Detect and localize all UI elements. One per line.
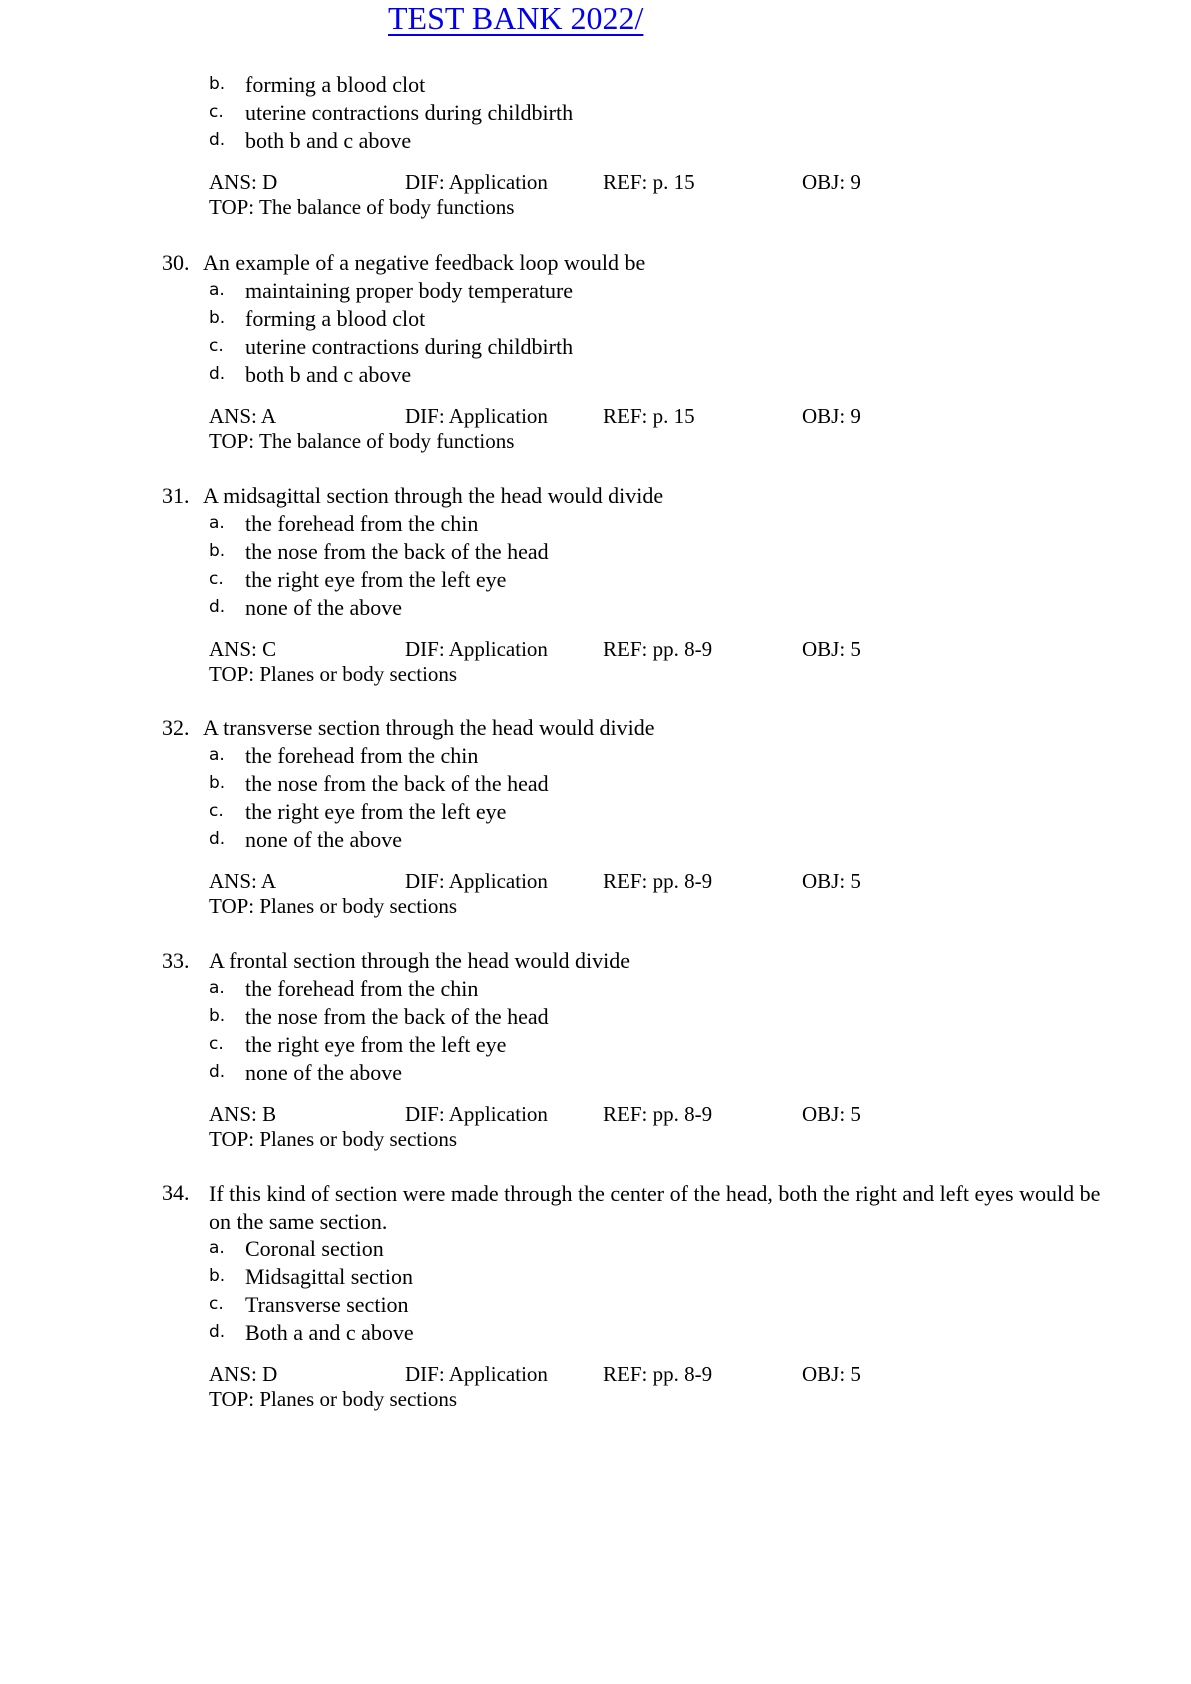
option-letter: b. (209, 773, 226, 793)
option-row (0, 306, 1191, 334)
option-row (0, 1264, 1191, 1292)
question-stem-row (0, 948, 1191, 976)
option-letter: c. (209, 569, 224, 589)
answer-meta-row (0, 869, 1191, 894)
question-block (0, 1180, 1191, 1412)
option-text: none of the above (245, 827, 402, 852)
option-letter: b. (209, 1006, 226, 1026)
option-letter: d. (209, 364, 226, 384)
option-letter: b. (209, 1266, 226, 1286)
reference: REF: pp. 8-9 (603, 869, 713, 893)
option-text: both b and c above (245, 362, 412, 387)
topic: TOP: The balance of body functions (209, 195, 515, 219)
question-number: 30. (162, 250, 190, 275)
option-row (0, 539, 1191, 567)
difficulty: DIF: Application (405, 1362, 548, 1386)
question-number: 33. (162, 948, 190, 973)
option-text: the right eye from the left eye (245, 799, 507, 824)
option-row (0, 72, 1191, 100)
topic-row (0, 894, 1191, 919)
objective: OBJ: 5 (802, 637, 861, 661)
difficulty: DIF: Application (405, 404, 548, 428)
option-text: Coronal section (245, 1236, 384, 1261)
option-text: forming a blood clot (245, 72, 426, 97)
option-letter: b. (209, 74, 226, 94)
option-text: none of the above (245, 1060, 402, 1085)
option-letter: a. (209, 513, 225, 533)
option-text: the forehead from the chin (245, 743, 479, 768)
option-letter: d. (209, 1322, 226, 1342)
question-number: 32. (162, 715, 190, 740)
topic-row (0, 662, 1191, 687)
question-stem: An example of a negative feedback loop would be (203, 250, 646, 275)
topic: TOP: Planes or body sections (209, 1387, 458, 1411)
question-block (0, 948, 1191, 1152)
objective: OBJ: 5 (802, 1362, 861, 1386)
option-text: maintaining proper body temperature (245, 278, 574, 303)
option-text: uterine contractions during childbirth (245, 334, 574, 359)
question-stem-row (0, 1180, 1191, 1236)
objective: OBJ: 5 (802, 1102, 861, 1126)
answer-meta-row (0, 637, 1191, 662)
question-stem-row (0, 483, 1191, 511)
reference: REF: pp. 8-9 (603, 1362, 713, 1386)
question-stem: If this kind of section were made through the center of the head, both the right and left eyes would be on the same section. (209, 1181, 1101, 1234)
answer-meta-row (0, 404, 1191, 429)
option-text: the nose from the back of the head (245, 1004, 549, 1029)
answer-meta-row (0, 170, 1191, 195)
option-text: the forehead from the chin (245, 511, 479, 536)
topic-row (0, 429, 1191, 454)
answer-key: ANS: C (209, 637, 277, 661)
question-block (0, 483, 1191, 687)
option-row (0, 362, 1191, 390)
option-text: none of the above (245, 595, 402, 620)
option-row (0, 1060, 1191, 1088)
topic-row (0, 1387, 1191, 1412)
option-text: the nose from the back of the head (245, 771, 549, 796)
option-row (0, 567, 1191, 595)
option-letter: c. (209, 1034, 224, 1054)
header-title-link[interactable]: TEST BANK 2022/ (388, 0, 644, 36)
question-number: 31. (162, 483, 190, 508)
question-block (0, 72, 1191, 220)
question-stem: A frontal section through the head would divide (209, 948, 630, 973)
option-letter: a. (209, 745, 225, 765)
option-row (0, 278, 1191, 306)
answer-key: ANS: D (209, 170, 278, 194)
question-stem-row (0, 250, 1191, 278)
objective: OBJ: 9 (802, 404, 861, 428)
option-row (0, 128, 1191, 156)
question-block (0, 250, 1191, 454)
question-block (0, 715, 1191, 919)
option-row (0, 771, 1191, 799)
option-letter: a. (209, 280, 225, 300)
option-row (0, 827, 1191, 855)
option-row (0, 595, 1191, 623)
topic: TOP: Planes or body sections (209, 662, 458, 686)
option-row (0, 1004, 1191, 1032)
option-row (0, 334, 1191, 362)
option-row (0, 799, 1191, 827)
option-text: Midsagittal section (245, 1264, 414, 1289)
question-number: 34. (162, 1180, 190, 1205)
reference: REF: p. 15 (603, 170, 695, 194)
answer-key: ANS: B (209, 1102, 277, 1126)
option-row (0, 1320, 1191, 1348)
reference: REF: pp. 8-9 (603, 1102, 713, 1126)
objective: OBJ: 5 (802, 869, 861, 893)
option-row (0, 100, 1191, 128)
question-stem-row (0, 715, 1191, 743)
topic-row (0, 195, 1191, 220)
option-row (0, 511, 1191, 539)
option-letter: d. (209, 597, 226, 617)
option-letter: d. (209, 130, 226, 150)
option-letter: a. (209, 978, 225, 998)
objective: OBJ: 9 (802, 170, 861, 194)
option-letter: b. (209, 541, 226, 561)
reference: REF: p. 15 (603, 404, 695, 428)
difficulty: DIF: Application (405, 1102, 548, 1126)
option-row (0, 1032, 1191, 1060)
topic-row (0, 1127, 1191, 1152)
option-letter: c. (209, 336, 224, 356)
option-letter: b. (209, 308, 226, 328)
answer-meta-row (0, 1362, 1191, 1387)
answer-key: ANS: A (209, 869, 277, 893)
option-letter: a. (209, 1238, 225, 1258)
option-row (0, 976, 1191, 1004)
option-letter: c. (209, 1294, 224, 1314)
topic: TOP: The balance of body functions (209, 429, 515, 453)
answer-meta-row (0, 1102, 1191, 1127)
topic: TOP: Planes or body sections (209, 894, 458, 918)
option-letter: d. (209, 829, 226, 849)
option-row (0, 1236, 1191, 1264)
topic: TOP: Planes or body sections (209, 1127, 458, 1151)
option-row (0, 1292, 1191, 1320)
option-letter: d. (209, 1062, 226, 1082)
question-stem: A midsagittal section through the head would divide (203, 483, 664, 508)
difficulty: DIF: Application (405, 637, 548, 661)
option-letter: c. (209, 102, 224, 122)
option-text: Transverse section (245, 1292, 409, 1317)
difficulty: DIF: Application (405, 170, 548, 194)
answer-key: ANS: A (209, 404, 277, 428)
option-text: the right eye from the left eye (245, 1032, 507, 1057)
option-text: the nose from the back of the head (245, 539, 549, 564)
option-row (0, 743, 1191, 771)
answer-key: ANS: D (209, 1362, 278, 1386)
option-text: the forehead from the chin (245, 976, 479, 1001)
option-text: the right eye from the left eye (245, 567, 507, 592)
question-stem: A transverse section through the head would divide (203, 715, 655, 740)
option-text: Both a and c above (245, 1320, 414, 1345)
option-text: both b and c above (245, 128, 412, 153)
reference: REF: pp. 8-9 (603, 637, 713, 661)
option-letter: c. (209, 801, 224, 821)
option-text: uterine contractions during childbirth (245, 100, 574, 125)
option-text: forming a blood clot (245, 306, 426, 331)
difficulty: DIF: Application (405, 869, 548, 893)
